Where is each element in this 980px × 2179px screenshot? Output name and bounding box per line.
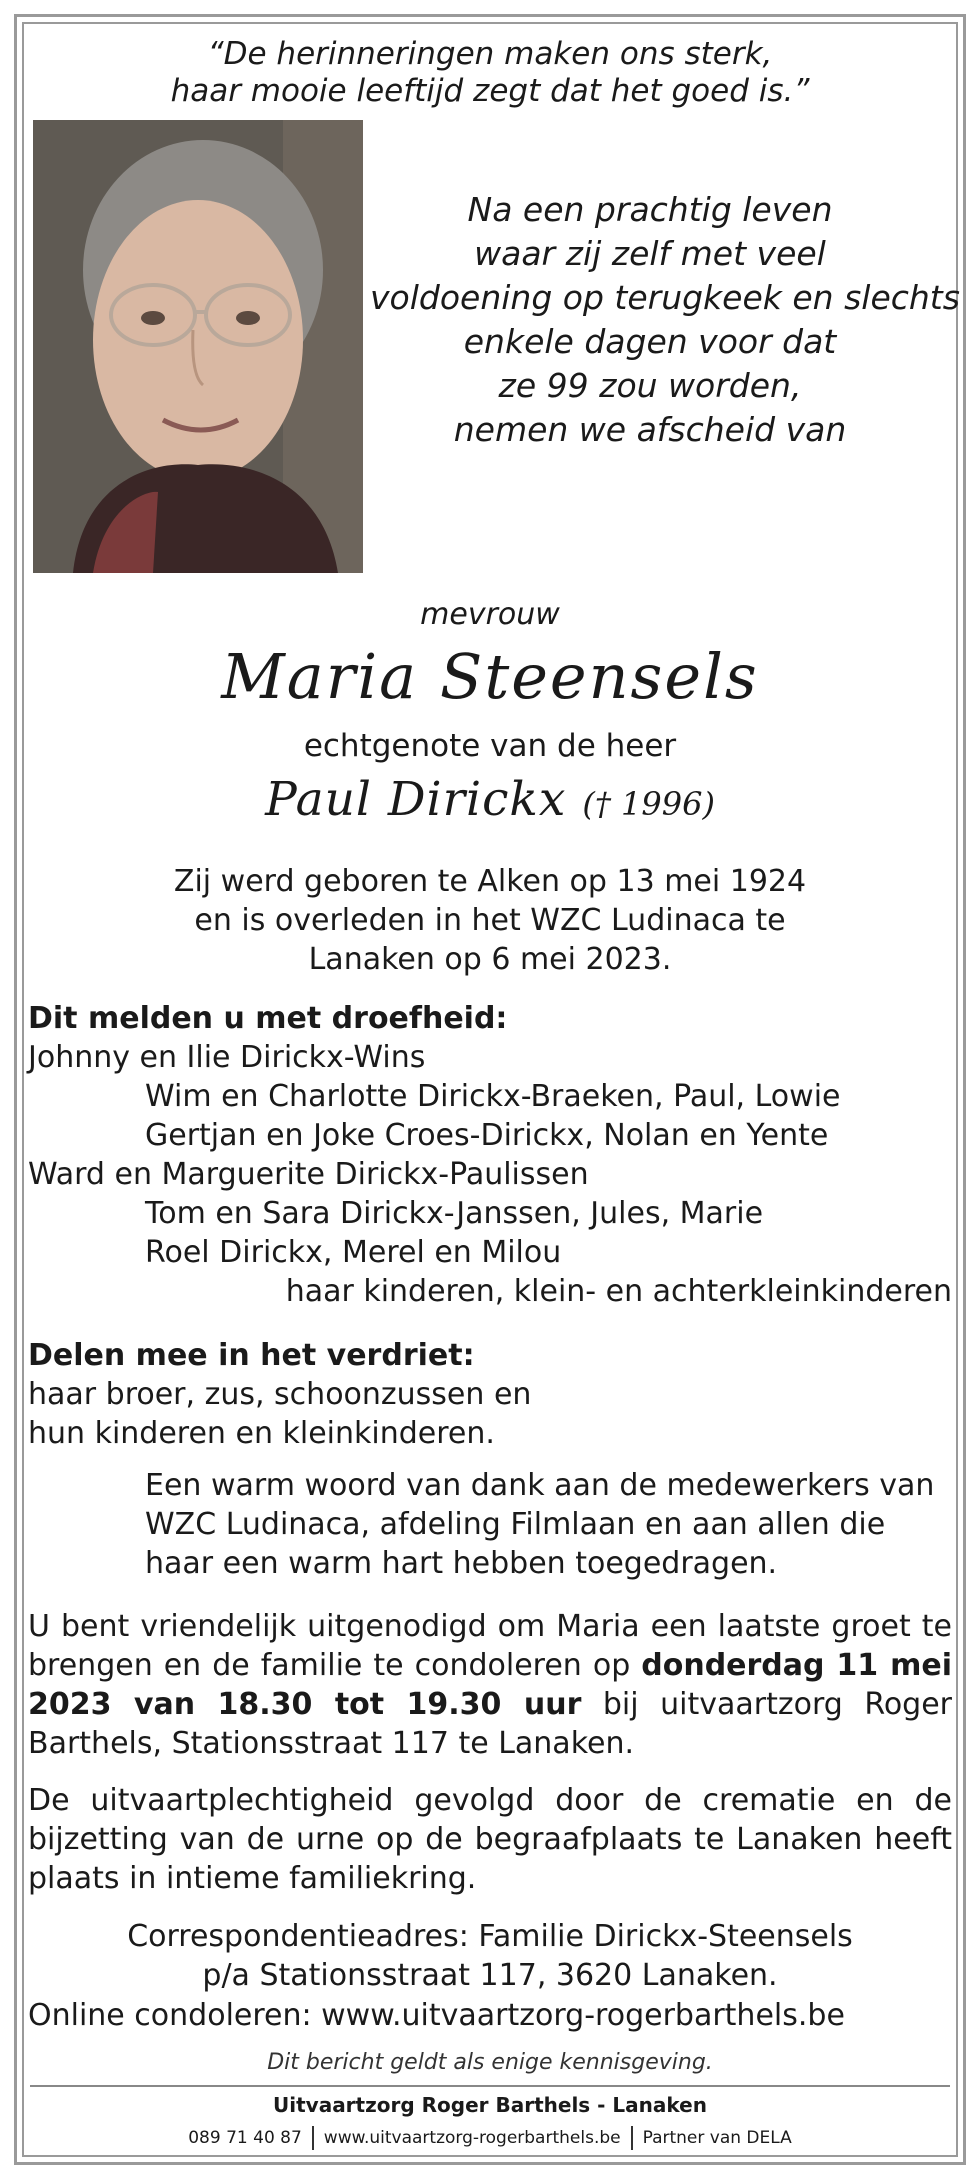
intro-line: enkele dagen voor dat — [463, 322, 837, 361]
family-summary: haar kinderen, klein- en achterkleinkinderen — [285, 1274, 952, 1309]
thanks-line: WZC Ludinaca, afdeling Filmlaan en aan allen die — [145, 1507, 886, 1542]
spouse-name: Paul Dirickx — [265, 772, 567, 827]
intro-line: nemen we afscheid van — [453, 410, 847, 449]
invitation-paragraph — [28, 1607, 952, 1763]
correspondence-address — [30, 1917, 950, 1995]
quote-line: haar mooie leeftijd zegt dat het goed is.” — [170, 73, 810, 109]
spouse-label: echtgenote van de heer — [303, 728, 677, 764]
portrait-photo — [33, 120, 363, 573]
footer-website: www.uitvaartzorg-rogerbarthels.be — [323, 2128, 621, 2148]
quote-line: “De herinneringen maken ons sterk, — [207, 36, 773, 72]
born-line: Zij werd geboren te Alken op 13 mei 1924 — [173, 864, 807, 899]
spouse-line — [30, 772, 950, 827]
intro-line: voldoening op terugkeek en slechts — [370, 278, 960, 317]
spouse-death-year: († 1996) — [582, 785, 715, 823]
intro-line: Na een prachtig leven — [467, 190, 833, 229]
family-line: Wim en Charlotte Dirickx-Braeken, Paul, Lowie — [145, 1079, 841, 1114]
announcers-section — [28, 999, 952, 1311]
intro-line: waar zij zelf met veel — [474, 234, 826, 273]
born-line: en is overleden in het WZC Ludinaca te — [194, 903, 786, 938]
footer-contact — [30, 2126, 950, 2150]
portrait-illustration — [33, 120, 363, 573]
intro-text — [370, 188, 960, 452]
family-line: Johnny en Ilie Dirickx-Wins — [28, 1040, 426, 1075]
footer-phone: 089 71 40 87 — [188, 2128, 302, 2148]
family-line: Ward en Marguerite Dirickx-Paulissen — [28, 1157, 589, 1192]
funeral-home-name: Uitvaartzorg Roger Barthels - Lanaken — [273, 2093, 707, 2117]
intro-line: ze 99 zou worden, — [498, 366, 802, 405]
footer-partner: Partner van DELA — [642, 2128, 792, 2148]
notice-text: Dit bericht geldt als enige kennisgeving. — [267, 2050, 713, 2075]
online-condolence: Online condoleren: www.uitvaartzorg-rogerbarthels.be — [28, 1998, 845, 2033]
born-line: Lanaken op 6 mei 2023. — [308, 942, 672, 977]
invitation-date: donderdag 11 mei 2023 van 18.30 tot 19.30 uur — [28, 1648, 952, 1722]
correspondence-line: Correspondentieadres: Familie Dirickx-Steensels — [127, 1919, 853, 1954]
sharing-section — [28, 1336, 531, 1453]
footer-separator — [312, 2126, 314, 2150]
deceased-title: mevrouw — [420, 597, 560, 632]
footer-separator — [631, 2126, 633, 2150]
announcers-heading: Dit melden u met droefheid: — [28, 1001, 508, 1036]
invitation-location: bij uitvaartzorg Roger Barthels, Stationsstraat 117 te Lanaken. — [28, 1687, 953, 1761]
thanks-line: Een warm woord van dank aan de medewerkers van — [145, 1468, 935, 1503]
thanks-section — [28, 1466, 934, 1583]
footer-divider — [30, 2085, 950, 2087]
invitation-text: U bent vriendelijk uitgenodigd om Maria een laatste groet te brengen en de familie te condoleren op — [28, 1609, 952, 1683]
sharing-line: haar broer, zus, schoonzussen en — [28, 1377, 532, 1412]
ceremony-paragraph: De uitvaartplechtigheid gevolgd door de crematie en de bijzetting van de urne op de begraafplaats te Lanaken heeft plaats in intieme familiekring. — [28, 1783, 952, 1896]
thanks-line: haar een warm hart hebben toegedragen. — [145, 1546, 778, 1581]
family-line: Tom en Sara Dirickx-Janssen, Jules, Marie — [145, 1196, 764, 1231]
correspondence-line: p/a Stationsstraat 117, 3620 Lanaken. — [202, 1958, 778, 1993]
opening-quote — [30, 36, 950, 110]
family-line: Roel Dirickx, Merel en Milou — [145, 1235, 562, 1270]
sharing-heading: Delen mee in het verdriet: — [28, 1338, 475, 1373]
family-line: Gertjan en Joke Croes-Dirickx, Nolan en Yente — [145, 1118, 829, 1153]
sharing-line: hun kinderen en kleinkinderen. — [28, 1416, 495, 1451]
birth-death-details — [30, 862, 950, 979]
deceased-name: Maria Steensels — [221, 640, 759, 713]
